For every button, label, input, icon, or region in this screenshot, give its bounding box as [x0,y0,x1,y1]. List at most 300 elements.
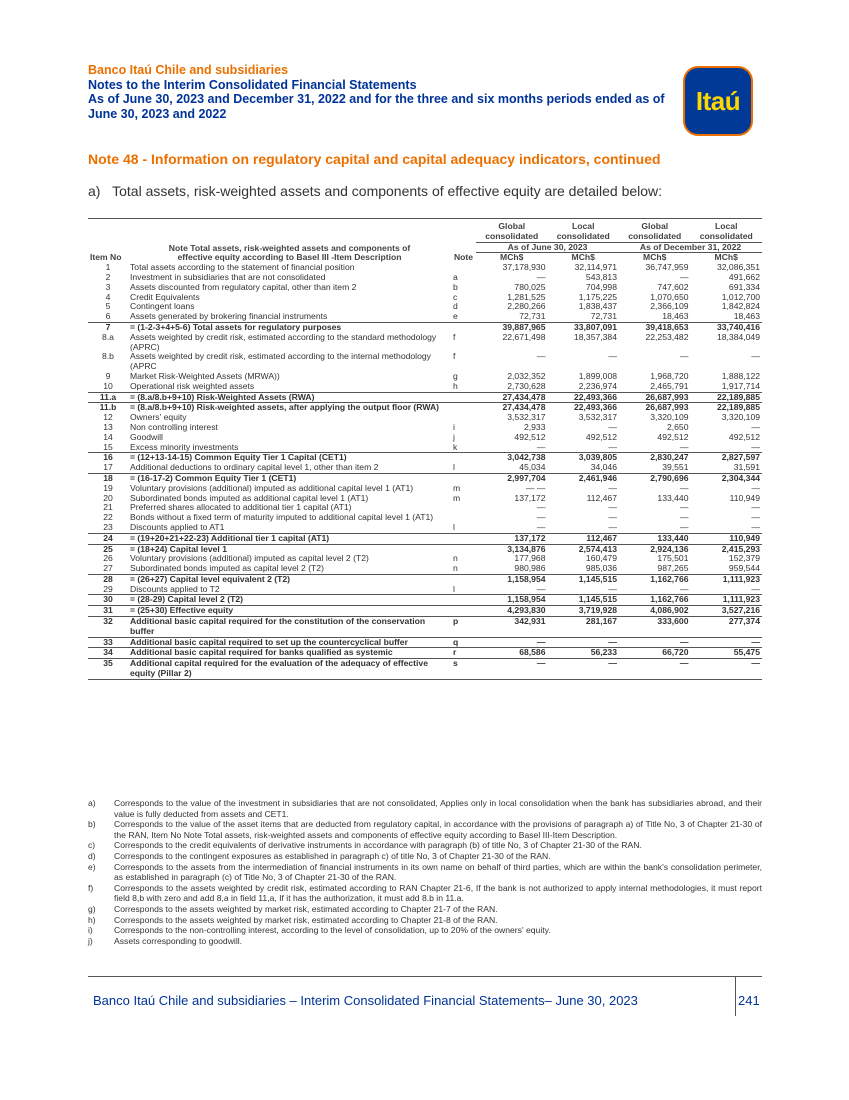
row-value: 1,162,766 [619,595,691,606]
row-description: Preferred shares allocated to additional tier 1 capital (AT1) [130,502,352,513]
row-note: a [453,271,458,282]
row-value: 45,034 [519,462,546,473]
table-row [88,333,762,353]
row-description: = (26+27) Capital level equivalent 2 (T2) [128,574,451,584]
row-item-no: 25 [88,544,128,554]
row-value: 18,463 [733,311,760,322]
row-value: — [679,482,689,493]
row-value: 1,111,923 [691,574,763,584]
row-description: Voluntary provisions (additional) imputed as capital level 2 (T2) [130,553,369,564]
row-value: 987,265 [657,563,689,574]
row-value: 2,574,413 [548,544,620,554]
row-item-no: 5 [105,301,111,312]
row-item-no: 3 [105,281,111,292]
header-period: As of June 30, 2023 and December 31, 2022 and for the three and six months periods ended as of June 30, 2023 and 2022 [88,92,665,121]
row-note: l [453,462,455,473]
unit-header: MCh$ [548,253,620,263]
row-value: 1,145,515 [548,574,620,584]
row-value: 39,887,965 [476,322,548,332]
row-description: Additional capital required for the evaluation of the adequacy of effective equity (Pillar 2) [128,659,451,680]
row-note: b [453,281,458,292]
unit-header: MCh$ [691,253,763,263]
row-value: 177,968 [514,553,546,564]
capital-table [88,218,762,680]
row-value: 704,998 [585,281,617,292]
row-value: — [476,659,548,680]
row-value: 1,838,437 [578,301,617,312]
row-value: 22,493,366 [548,403,620,413]
row-value: 33,740,416 [691,322,763,332]
row-note: n [453,553,458,564]
header-notes-title: Notes to the Interim Consolidated Financial Statements [88,77,417,92]
row-value: — [536,351,546,362]
row-value: — [751,583,760,594]
row-value: 780,025 [514,281,546,292]
row-item-no: 8.b [102,351,114,362]
row-description: Additional basic capital required to set up the countercyclical buffer [128,637,451,648]
row-note: k [453,441,458,452]
row-value: 333,600 [619,617,691,638]
row-value: — [619,659,691,680]
row-value: 175,501 [657,553,689,564]
footnote [88,904,762,915]
row-value: 31,591 [733,462,760,473]
row-value: 491,662 [728,271,760,282]
row-value: 37,178,930 [502,262,546,273]
row-value: 137,172 [476,533,548,544]
footnote-text: Assets corresponding to goodwill. [114,935,243,946]
row-value: — [536,512,546,523]
row-item-no: 22 [103,512,113,523]
row-value: 18,463 [662,311,689,322]
itau-logo [683,66,753,136]
row-item-no: 14 [103,431,113,442]
row-value: 277,374 [691,617,763,638]
table-body [88,263,762,679]
footnote [88,862,762,883]
row-value: 2,827,597 [691,453,763,463]
row-value: — — [525,482,546,493]
row-value: 56,233 [548,648,620,659]
row-value: 281,167 [548,617,620,638]
table-row [88,648,762,659]
row-note: s [451,659,476,680]
row-value: — [679,502,689,513]
row-description: = (8.a/8.b+9+10) Risk-Weighted Assets (RWA) [128,392,451,403]
row-value: 32,114,971 [574,262,617,273]
row-value: 160,479 [585,553,617,564]
row-value: — [608,351,617,362]
row-value: — [536,441,546,452]
row-value: 3,134,876 [476,544,548,554]
row-value: 1,162,766 [619,574,691,584]
row-note [451,503,476,513]
section-subtitle: a) Total assets, risk-weighted assets and components of effective equity are detailed below: [88,183,663,199]
table-row [88,443,762,453]
footnote-key: g) [88,903,96,914]
footnote [88,883,762,904]
row-description: Goodwill [130,431,163,442]
row-value: 2,997,704 [476,473,548,483]
row-value: 26,687,993 [619,403,691,413]
row-value: — [679,583,689,594]
footnote-key: e) [88,861,96,872]
row-description: Assets weighted by credit risk, estimated according to the internal methodology (APRC [130,351,431,372]
row-note: m [453,482,461,493]
footnote [88,925,762,936]
footnote-text: Corresponds to the assets weighted by market risk, estimated according to Chapter 21-7 of the RAN. [114,903,498,914]
table-row [88,564,762,574]
row-value: 18,357,384 [573,331,617,342]
unit-header: MCh$ [619,253,691,263]
row-value: — [691,637,763,648]
unit-header: MCh$ [476,253,548,263]
row-description: Market Risk-Weighted Assets (MRWA)) [130,370,280,381]
footnote [88,915,762,926]
row-note [451,533,476,544]
row-value: — [751,502,760,513]
row-description: Operational risk weighted assets [130,380,255,391]
row-value: 1,012,700 [721,291,760,302]
row-value: 1,145,515 [548,595,620,606]
row-description: Subordinated bonds imputed as capital level 2 (T2) [130,563,324,574]
row-note: r [451,648,476,659]
row-note: i [453,421,455,432]
row-value: 22,671,498 [502,331,546,342]
row-value: 22,253,482 [645,331,689,342]
row-item-no: 29 [103,583,113,594]
row-value: 492,512 [657,431,689,442]
row-description: Additional basic capital required for banks qualified as systemic [128,648,451,659]
row-item-no: 13 [103,421,113,432]
table-row [88,617,762,638]
row-description: Voluntary provisions (additional) imputed as additional capital level 1 (AT1) [130,482,414,493]
row-note: q [451,637,476,648]
table-row [88,463,762,473]
row-value: 1,968,720 [650,370,689,381]
table-row [88,606,762,617]
row-value: 2,415,293 [691,544,763,554]
row-value: — [608,482,617,493]
row-item-no: 11.b [88,403,128,413]
row-value: 342,931 [476,617,548,638]
row-item-no: 6 [105,311,111,322]
row-description: = (12+13-14-15) Common Equity Tier 1 Capital (CET1) [128,453,451,463]
row-value: 72,731 [590,311,617,322]
row-value: 3,532,317 [507,412,546,423]
row-item-no: 35 [88,659,128,680]
row-value: 26,687,993 [619,392,691,403]
footnote-key: c) [88,840,96,851]
row-value: 691,334 [728,281,760,292]
row-value: 959,544 [728,563,760,574]
row-note: f [453,331,456,342]
row-value: 2,461,946 [548,473,620,483]
row-value: — [608,421,617,432]
table-row [88,352,762,372]
footnote [88,936,762,947]
row-value: — [679,441,689,452]
footnotes [88,798,762,946]
row-description: = (1-2-3+4+5-6) Total assets for regulatory purposes [128,322,451,332]
row-value: 1,175,225 [578,291,617,302]
row-item-no: 20 [103,492,113,503]
row-value: 1,070,650 [650,291,689,302]
row-item-no: 1 [105,262,111,273]
logo-text: Itaú [685,68,751,134]
row-value: 4,086,902 [619,606,691,617]
col-header-local-2022: Local consolidated [691,219,763,243]
row-item-no: 12 [103,412,113,423]
row-value: 1,158,954 [476,595,548,606]
row-value: — [679,271,689,282]
row-value: 2,730,628 [507,380,546,391]
footnote [88,851,762,862]
footnote [88,798,762,819]
row-value: 72,731 [519,311,546,322]
row-value: 68,586 [476,648,548,659]
row-item-no: 21 [103,502,113,513]
row-value: — [679,521,689,532]
row-value: 492,512 [585,431,617,442]
page-number: 241 [738,993,760,1008]
footer-text: Banco Itaú Chile and subsidiaries – Interim Consolidated Financial Statements– June 30, 2023 [93,993,638,1008]
row-description: = (18+24) Capital level 1 [128,544,451,554]
row-value: — [608,512,617,523]
row-item-no: 9 [105,370,111,381]
footnote [88,819,762,840]
row-value: — [548,659,620,680]
row-item-no: 23 [103,521,113,532]
row-value: 3,042,738 [476,453,548,463]
row-value: — [691,659,763,680]
row-value: 2,304,344 [691,473,763,483]
row-description: Non controlling interest [130,421,218,432]
row-description: Discounts applied to T2 [130,583,220,594]
footnote-key: d) [88,850,96,861]
row-description: Additional deductions to ordinary capital level 1, other than item 2 [130,462,379,473]
row-value: 133,440 [619,533,691,544]
row-item-no: 34 [88,648,128,659]
row-item-no: 24 [88,533,128,544]
table-row [88,382,762,392]
col-header-item: Item No [88,219,128,264]
row-value: — [608,583,617,594]
row-value: — [619,637,691,648]
row-description: Subordinated bonds imputed as additional capital level 1 (AT1) [130,492,369,503]
row-note: g [453,370,458,381]
table-row [88,659,762,680]
row-value: 492,512 [514,431,546,442]
row-description: Owners' equity [130,412,187,423]
row-description: = (16-17-2) Common Equity Tier 1 (CET1) [128,473,451,483]
row-item-no: 4 [105,291,111,302]
row-note [451,606,476,617]
row-value: 985,036 [585,563,617,574]
row-description: Additional basic capital required for the constitution of the conservation buffer [128,617,451,638]
row-item-no: 33 [88,637,128,648]
row-item-no: 2 [105,271,111,282]
row-value: 2,366,109 [650,301,689,312]
row-item-no: 32 [88,617,128,638]
row-description: = (25+30) Effective equity [128,606,451,617]
row-value: 747,602 [657,281,689,292]
footnote [88,840,762,851]
row-value: 27,434,478 [476,392,548,403]
row-value: 2,650 [666,421,689,432]
document-header [88,63,678,121]
row-description: Credit Equivalents [130,291,200,302]
row-value: — [751,512,760,523]
row-description: Assets discounted from regulatory capital, other than item 2 [130,281,357,292]
note-title: Note 48 - Information on regulatory capital and capital adequacy indicators, continued [88,151,661,167]
footnote-text: Corresponds to the non-controlling interest, according to the level of consolidation, up to 20% of the owners' equity. [114,925,551,936]
row-value: 112,467 [586,492,617,503]
row-item-no: 19 [103,482,113,493]
company-name: Banco Itaú Chile and subsidiaries [88,63,289,77]
row-description: = (28-29) Capital level 2 (T2) [128,595,451,606]
row-value: 2,830,247 [619,453,691,463]
row-value: 1,111,923 [691,595,763,606]
period-header-2022: As of December 31, 2022 [619,242,762,253]
capital-table-wrapper [88,218,762,680]
table-row [88,533,762,544]
table-row [88,637,762,648]
row-item-no: 18 [88,473,128,483]
row-value: 543,813 [585,271,617,282]
row-value: 4,293,830 [476,606,548,617]
col-header-local-2023: Local consolidated [548,219,620,243]
col-header-note: Note [451,219,476,264]
col-header-global-2022: Global consolidated [619,219,691,243]
footnote-key: h) [88,914,96,925]
row-value: 3,719,928 [548,606,620,617]
row-item-no: 30 [88,595,128,606]
row-value: 492,512 [728,431,760,442]
row-note [451,392,476,403]
footnote-text: Corresponds to the credit equivalents of derivative instruments in accordance with paragraph (b) of title No, 3 of Chapter 21-30 of the RAN. [114,840,642,851]
row-value: 3,532,317 [578,412,617,423]
row-value: 3,039,805 [548,453,620,463]
row-note: f [453,351,456,362]
row-value: 110,949 [729,492,760,503]
footnote-key: b) [88,819,96,830]
row-value: 66,720 [619,648,691,659]
row-item-no: 26 [103,553,113,564]
table-row [88,595,762,606]
footer-vertical-divider [735,976,736,1016]
footnote-text: Corresponds to the value of the asset items that are deducted from regulatory capital, in accordance with the provisions of paragraph a) of Title No, 3 of Chapter 21-30 of the RAN, Item No Note Total assets, risk-weighted assets and components of effective equity according to Basel III-Item Description. [114,819,762,840]
row-note: l [453,521,455,532]
row-value: 2,933 [523,421,546,432]
row-item-no: 31 [88,606,128,617]
row-value: 1,842,824 [721,301,760,312]
row-value: 112,467 [548,533,620,544]
row-value: 22,189,885 [691,403,763,413]
row-value: — [751,441,760,452]
footnote-key: i) [88,925,93,936]
row-note: l [453,583,455,594]
row-value: 3,320,109 [721,412,760,423]
footnote-text: Corresponds to the value of the investment in subsidiaries that are not consolidated, Applies only in local consolidation when the bank has subsidiaries abroad, and their value is fully deducted from assets and CET1. [114,798,762,819]
row-value: 39,418,653 [619,322,691,332]
row-value: — [751,482,760,493]
row-value: — [536,502,546,513]
row-value: 980,986 [514,563,546,574]
table-row [88,523,762,533]
row-value: 22,493,366 [548,392,620,403]
row-description: = (19+20+21+22-23) Additional tier 1 capital (AT1) [128,533,451,544]
row-value: 2,032,352 [507,370,546,381]
row-value: — [608,521,617,532]
row-value: — [536,583,546,594]
row-note: m [453,492,461,503]
row-note [451,403,476,413]
row-value: 1,281,525 [507,291,546,302]
row-value: 1,158,954 [476,574,548,584]
row-value: 18,384,049 [716,331,760,342]
period-header-2023: As of June 30, 2023 [476,242,619,253]
row-note: d [453,301,458,312]
row-value: — [751,421,760,432]
row-item-no: 8.a [102,331,114,342]
row-value: 32,086,351 [716,262,760,273]
row-item-no: 28 [88,574,128,584]
row-value: — [548,637,620,648]
row-value: 27,434,478 [476,403,548,413]
row-value: 137,172 [514,492,546,503]
row-value: 2,790,696 [619,473,691,483]
row-value: 2,924,136 [619,544,691,554]
row-value: — [536,271,546,282]
row-item-no: 11.a [88,392,128,403]
row-note: p [451,617,476,638]
row-description: Total assets according to the statement of financial position [130,262,355,273]
row-value: — [608,502,617,513]
row-description: = (8.a/8.b+9+10) Risk-weighted assets, after applying the output floor (RWA) [128,403,451,413]
footnote-text: Corresponds to the assets weighted by market risk, estimated according to Chapter 21-8 of the RAN. [114,914,498,925]
row-description: Assets weighted by credit risk, estimated according to the standard methodology (APRC) [130,331,437,352]
row-item-no: 17 [103,462,113,473]
row-note [451,595,476,606]
row-value: — [751,351,760,362]
row-value: 2,280,266 [507,301,546,312]
row-value: 3,527,216 [691,606,763,617]
footer-divider [88,976,762,977]
row-item-no: 16 [88,453,128,463]
col-header-global-2023: Global consolidated [476,219,548,243]
row-item-no: 15 [103,441,113,452]
row-value: 1,888,122 [721,370,760,381]
row-value: — [679,512,689,523]
footnote-key: j) [88,935,93,946]
row-value: — [536,521,546,532]
row-note: c [453,291,458,302]
footnote-text: Corresponds to the contingent exposures as established in paragraph c) of title No, 3 of Chapter 21-30 of the RAN. [114,850,551,861]
row-description: Investment in subsidiaries that are not consolidated [130,271,326,282]
row-description: Excess minority investments [130,441,239,452]
row-value: — [679,351,689,362]
row-value: 110,949 [691,533,763,544]
row-value: — [751,521,760,532]
row-item-no: 7 [88,322,128,332]
row-value: — [476,637,548,648]
row-note: e [453,311,458,322]
row-description: Contingent loans [130,301,195,312]
row-value: 33,807,091 [548,322,620,332]
table-row [88,312,762,322]
row-item-no: 10 [103,380,113,391]
